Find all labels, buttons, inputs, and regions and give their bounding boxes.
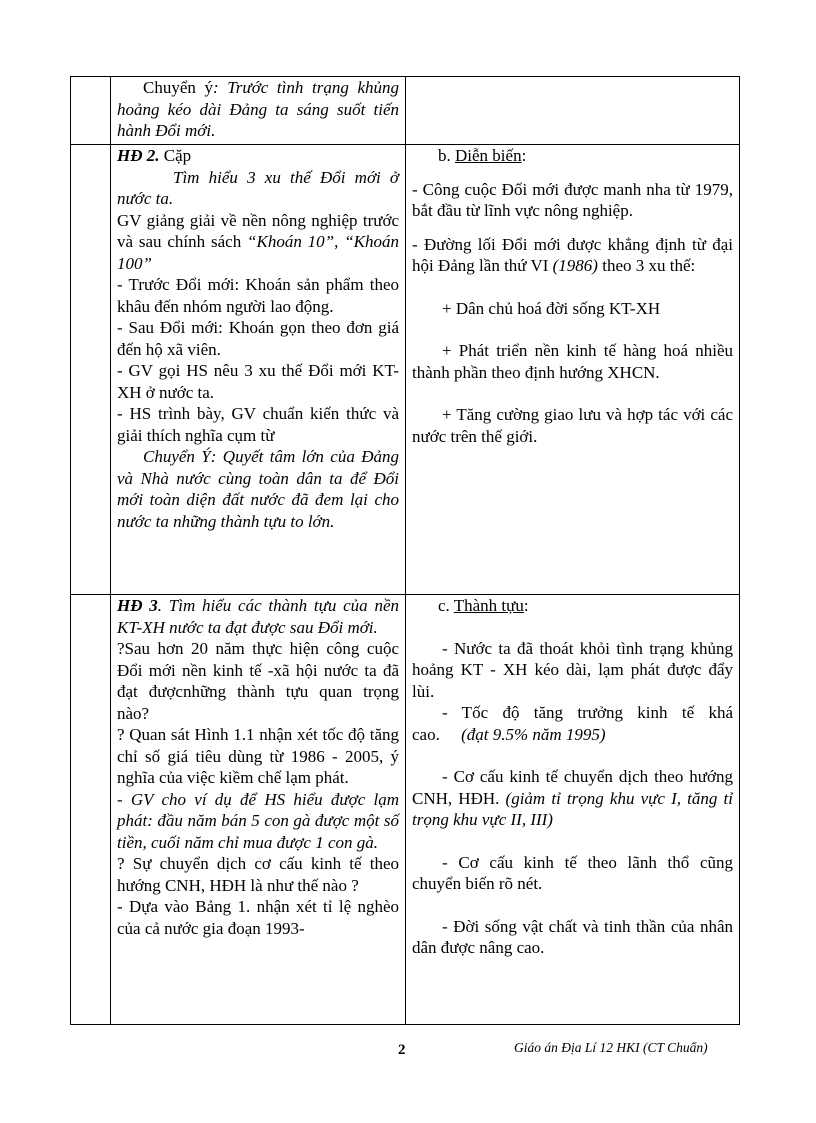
table-row (71, 595, 740, 1025)
policy-names: “Khoán 10”, “Khoán 100” (117, 232, 399, 273)
content-cell (406, 77, 740, 145)
content-cell (406, 145, 740, 595)
footer-title: Giáo án Địa Lí 12 HKI (CT Chuẩn) (514, 1040, 708, 1055)
question: ? Sự chuyển dịch cơ cấu kinh tế theo hướng CNH, HĐH là như thế nào ? (117, 854, 399, 895)
trend-item: + Tăng cường giao lưu và hợp tác với các nước trên thế giới. (412, 405, 733, 446)
activity-cell (111, 145, 406, 595)
achievement-item: - Tốc độ tăng trưởng kinh tế khá cao. (412, 703, 733, 744)
row-number-cell (71, 145, 111, 595)
trend-item: + Phát triển nền kinh tế hàng hoá nhiều thành phần theo định hướng XHCN. (412, 341, 733, 382)
page-number: 2 (398, 1042, 406, 1058)
list-item: - GV gọi HS nêu 3 xu thế Đổi mới KT-XH ở nước ta. (117, 361, 399, 402)
heading-colon: : (523, 596, 529, 615)
content-paragraph: - Đường lối Đổi mới được khẳng định từ đại hội Đảng lần thứ VI (412, 234, 733, 275)
content-cell (406, 595, 740, 1025)
achievement-item: - Cơ cấu kinh tế theo lãnh thổ cũng chuyển biến rõ nét. (412, 852, 733, 893)
activity-label: HĐ 3 (117, 596, 158, 615)
section-letter: b. (438, 146, 455, 165)
heading-colon: : (521, 146, 527, 165)
teacher-explanation: GV giảng giải về nền nông nghiệp trước và sau chính sách (117, 210, 399, 251)
list-item: - HS trình bày, GV chuẩn kiến thức và giải thích nghĩa cụm từ (117, 404, 399, 445)
section-letter: c. (438, 596, 454, 615)
row-number-cell (71, 595, 111, 1025)
transition-text: Chuyển Ý: Quyết tâm lớn của Đảng và Nhà nước cùng toàn dân ta để Đổi mới toàn diện đất nước đã đem lại cho nước ta những thành tựu to lớn. (117, 447, 399, 531)
content-paragraph-end: theo 3 xu thế: (597, 256, 696, 275)
achievement-note: (giảm tỉ trọng khu vực I, tăng tỉ trọng khu vực II, III) (412, 788, 733, 829)
achievement-item: - Đời sống vật chất và tinh thần của nhân dân được nâng cao. (412, 916, 733, 957)
teacher-example: - GV cho ví dụ để HS hiểu được lạm phát: đầu năm bán 5 con gà được một số tiền, cuối năm chỉ mua được 1 con gà. (117, 789, 399, 852)
achievement-note: (đạt 9.5% năm 1995) (461, 724, 606, 744)
activity-cell (111, 77, 406, 145)
row-number-cell (71, 77, 111, 145)
achievement-item: - Cơ cấu kinh tế chuyển dịch theo hướng CNH, HĐH. (412, 767, 733, 808)
table-row (71, 145, 740, 595)
transition-text: : Trước tình trạng khủng hoảng kéo dài Đảng ta sáng suốt tiến hành Đổi mới. (117, 78, 400, 140)
question: ?Sau hơn 20 năm thực hiện công cuộc Đổi mới nền kinh tế -xã hội nước ta đã đạt đượcnhững thành tựu quan trọng nào? (117, 639, 399, 723)
year-note: (1986) (552, 256, 598, 275)
list-item: - Trước Đổi mới: Khoán sản phẩm theo khâu đến nhóm người lao động. (117, 275, 399, 316)
section-heading: Diễn biến (455, 146, 522, 165)
lesson-table (70, 76, 740, 1025)
list-item: - Sau Đổi mới: Khoán gọn theo đơn giá đến hộ xã viên. (117, 318, 399, 359)
activity-intro: Tìm hiểu 3 xu thế Đổi mới ở nước ta. (117, 167, 399, 208)
content-paragraph: - Công cuộc Đổi mới được manh nha từ 1979, bắt đầu từ lĩnh vực nông nghiệp. (412, 179, 733, 220)
activity-cell (111, 595, 406, 1025)
question: - Dựa vào Bảng 1. nhận xét tỉ lệ nghèo của cả nước gia đoạn 1993- (117, 897, 399, 938)
activity-label: HĐ 2. (117, 146, 160, 165)
activity-mode: Cặp (159, 146, 192, 165)
transition-label: Chuyển ý (143, 78, 214, 97)
achievement-item: - Nước ta đã thoát khỏi tình trạng khủng hoảng KT - XH kéo dài, lạm phát được đẩy lùi. (412, 638, 733, 701)
question: ? Quan sát Hình 1.1 nhận xét tốc độ tăng chỉ số giá tiêu dùng từ 1986 - 2005, ý nghĩa của việc kiềm chế lạm phát. (117, 725, 399, 787)
section-heading: Thành tựu (453, 596, 524, 615)
activity-intro: . Tìm hiểu các thành tựu của nền KT-XH nước ta đạt được sau Đổi mới. (117, 596, 399, 637)
table-row (71, 77, 740, 145)
trend-item: + Dân chủ hoá đời sống KT-XH (442, 298, 661, 318)
